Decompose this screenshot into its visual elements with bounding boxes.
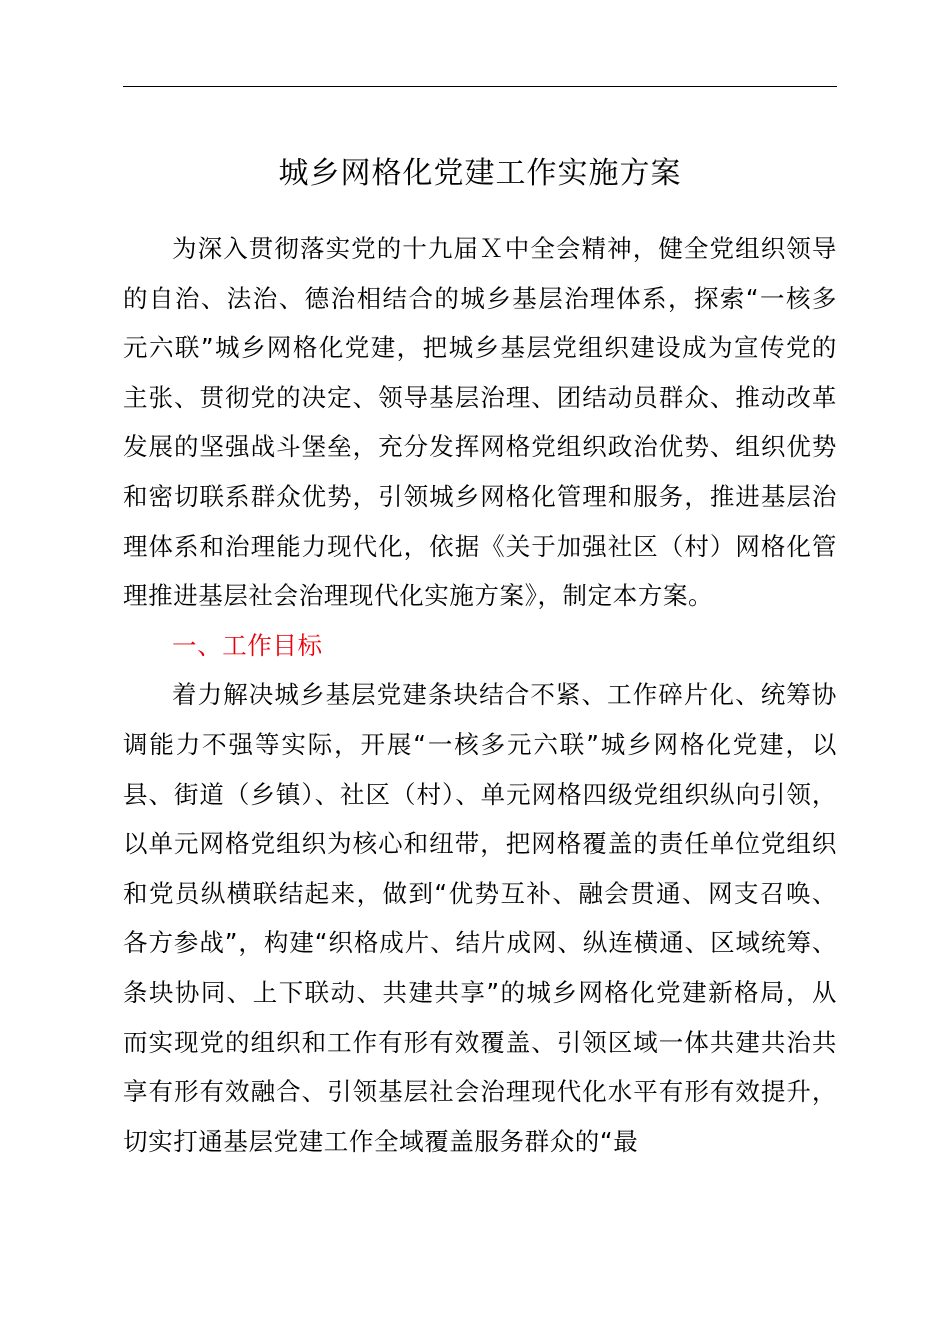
- section-1-paragraph: 着力解决城乡基层党建条块结合不紧、工作碎片化、统筹协调能力不强等实际，开展“一核多元六联”城乡网格化党建，以县、街道（乡镇）、社区（村）、单元网格四级党组织纵向引领，以单元网格党组织为核心和纽带，把网格覆盖的责任单位党组织和党员纵横联结起来，做到“优势互补、融会贯通、网支召唤、各方参战”，构建“织格成片、结片成网、纵连横通、区域统筹、条块协同、上下联动、共建共享”的城乡网格化党建新格局，从而实现党的组织和工作有形有效覆盖、引领区域一体共建共治共享有形有效融合、引领基层社会治理现代化水平有形有效提升，切实打通基层党建工作全域覆盖服务群众的“最: [123, 680, 837, 1156]
- document-body: [123, 224, 837, 1166]
- document-title: 城乡网格化党建工作实施方案: [278, 156, 682, 191]
- header-rule: [123, 86, 837, 87]
- intro-paragraph: 为深入贯彻落实党的十九届Ｘ中全会精神，健全党组织领导的自治、法治、德治相结合的城乡基层治理体系，探索“一核多元六联”城乡网格化党建，把城乡基层党组织建设成为宣传党的主张、贯彻党的决定、领导基层治理、团结动员群众、推动改革发展的坚强战斗堡垒，充分发挥网格党组织政治优势、组织优势和密切联系群众优势，引领城乡网格化管理和服务，推进基层治理体系和治理能力现代化，依据《关于加强社区（村）网格化管理推进基层社会治理现代化实施方案》，制定本方案。: [123, 234, 837, 611]
- section-heading-work-goals: 一、工作目标: [172, 630, 323, 660]
